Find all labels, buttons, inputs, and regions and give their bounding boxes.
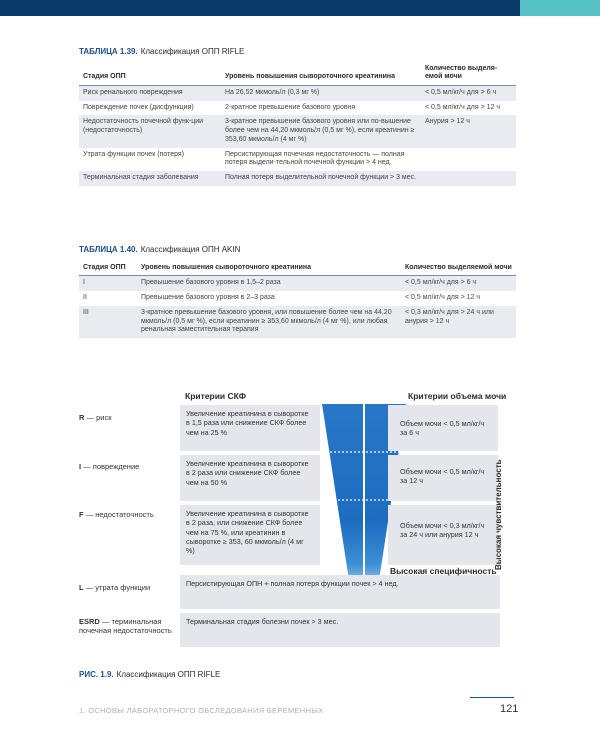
stage-letter: I [79,462,82,471]
table-cell: < 0,3 мл/кг/ч для > 24 ч или анурия > 12 ч [401,306,516,338]
table-cell: < 0,5 мл/кг/ч для > 6 ч [401,276,516,291]
table-row [79,101,516,116]
table-cell: I [79,276,137,291]
table-cell: < 0,5 мл/кг/ч для > 12 ч [425,103,501,111]
gfr-criteria-box: Увеличение креатинина в сыворотке в 2 раза или снижение СКФ более чем на 50 % [180,455,320,501]
table-cell: Риск ренального повреждения [79,85,221,100]
table-cell: На 26,52 мкмоль/л (0,3 мг %) [221,85,421,100]
stage-name: — недостаточность [85,510,154,519]
funnel-left-half [322,404,364,600]
column-header: Стадия ОПП [79,262,137,276]
table-title: Классификация ОПН AKIN [140,245,241,254]
table-title: Классификация ОПП RIFLE [140,47,245,56]
gfr-criteria-box: Персистирующая ОПН + полная потеря функции почек > 4 нед. [180,575,500,609]
stage-label-f [79,510,154,519]
footer-chapter: 1. ОСНОВЫ ЛАБОРАТОРНОГО ОБСЛЕДОВАНИЯ БЕРЕМЕННЫХ [79,706,324,715]
table-cell [421,148,516,172]
table-139-caption [79,47,244,56]
top-header-bar [0,0,600,16]
table-139 [79,63,516,186]
high-sensitivity-label: Высокая чувствительность [494,459,503,570]
top-accent-bar [520,0,600,16]
table-cell: Полная потеря выделительной почечной функции > 3 мес. [221,171,421,186]
table-cell: Утрата функции почек (потеря) [83,150,185,158]
gfr-criteria-box: Увеличение креатинина в сыворотке в 2 раза, или снижение СКФ более чем на 75 %, или креатинин в сыворотке ≥ 353, 60 мкмоль/л (4 мг %) [180,505,320,565]
table-row [79,171,516,186]
table-cell: Персистирующая почечная недостаточность — полная потеря выдели-тельной почечной функции > 4 нед. [225,150,405,167]
column-header: Уровень повышения сывороточного креатинина [137,262,401,276]
table-row [79,306,516,338]
stage-letter: L [79,583,84,592]
page-number: 121 [500,703,519,715]
column-header: Количество выделя-емой мочи [421,63,516,85]
table-cell: Терминальная стадия заболевания [79,171,221,186]
stage-letter: F [79,510,84,519]
stage-name: — повреждение [83,462,140,471]
table-140 [79,262,516,338]
table-row [79,276,516,291]
figure-caption [79,670,220,679]
gfr-criteria-header: Критерии СКФ [185,391,246,401]
stage-label-esrd [79,617,177,636]
table-cell: 3-кратное превышение базового уровня, или повышение более чем на 44,20 мкмоль/л (0,5 мг %), если креатинин ≥ 353,60 мкмоль/л (4 мг %), или любая ренальная заместительная терапия [137,306,401,338]
stage-name: — терминальная почечная недостаточность [79,617,172,636]
table-cell: < 0,5 мл/кг/ч для > 12 ч [405,294,481,302]
stage-label-l [79,583,150,592]
table-cell: Превышение базового уровня в 1,5–2 раза [137,276,401,291]
table-cell: Превышение базового уровня в 2–3 раза [141,294,275,302]
table-cell [421,171,516,186]
table-header-row [79,63,516,85]
urine-criteria-box: Объем мочи < 0,5 мл/кг/ч за 12 ч [388,455,498,501]
stage-label-r [79,413,112,422]
table-number: ТАБЛИЦА 1.39. [79,47,138,56]
stage-name: — утрата функции [85,583,151,592]
gfr-criteria-box: Терминальная стадия болезни почек > 3 мес. [180,613,500,647]
column-header: Стадия ОПП [79,63,221,85]
urine-criteria-header: Критерии объема мочи [408,391,507,401]
figure-number: РИС. 1.9. [79,670,114,679]
footer-rule [470,697,514,698]
table-cell: III [79,306,137,338]
figure-title: Классификация ОПП RIFLE [116,670,221,679]
stage-letter: R [79,413,85,422]
table-cell: Недостаточность почечной функ-ции (недостаточность) [79,115,221,147]
urine-criteria-box: Объем мочи < 0,3 мл/кг/ч за 24 ч или анурия 12 ч [388,505,498,565]
stage-name: — риск [86,413,112,422]
table-cell: II [83,294,87,302]
table-header-row [79,262,516,276]
table-row [79,148,516,172]
table-cell: < 0,5 мл/кг/ч для > 6 ч [421,85,516,100]
table-row [79,115,516,147]
table-cell: 2-кратное превышение базового уровня [225,103,356,111]
column-header: Количество выделяемой мочи [401,262,516,276]
stage-letter: ESRD [79,617,100,626]
high-specificity-label: Высокая специфичность [390,566,497,576]
table-cell: Анурия > 12 ч [421,115,516,147]
table-cell: Повреждение почек (дисфункция) [83,103,194,111]
urine-criteria-box: Объем мочи < 0,5 мл/кг/ч за 6 ч [388,405,498,451]
table-row [79,291,516,306]
stage-label-i [79,462,139,471]
table-row [79,85,516,100]
high-sensitivity-label-wrap [494,420,508,570]
column-header: Уровень повышения сывороточного креатинина [221,63,421,85]
gfr-criteria-box: Увеличение креатинина в сыворотке в 1,5 раза или снижение СКФ более чем на 25 % [180,405,320,451]
table-140-caption [79,245,240,254]
table-number: ТАБЛИЦА 1.40. [79,245,138,254]
table-cell: 3-кратное превышение базового уровня или по-вышение более чем на 44,20 мкмоль/л (0,5 мг %), если креатинин ≥ 353,60 мкмоль/л (4 мг %) [221,115,421,147]
